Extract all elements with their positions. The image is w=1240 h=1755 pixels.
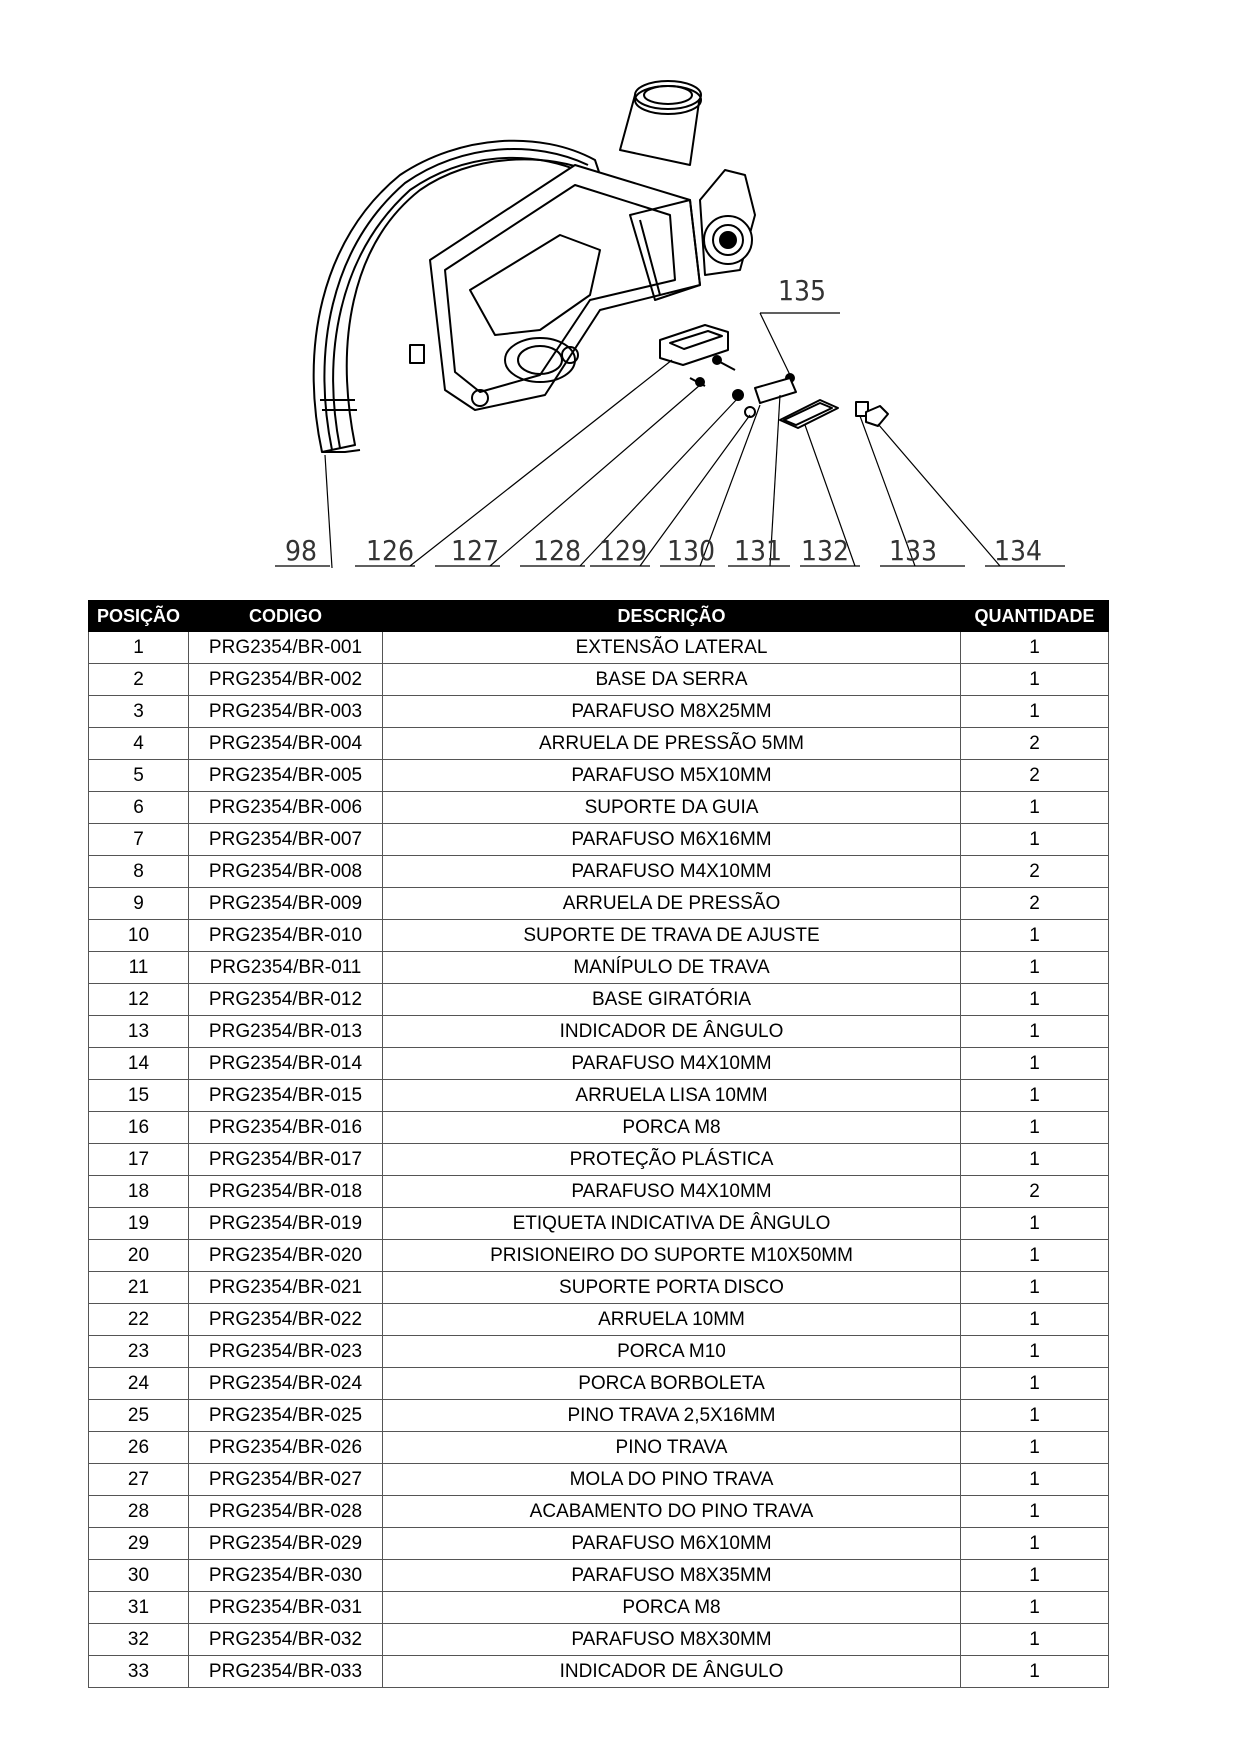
cell-descricao: PARAFUSO M4X10MM — [383, 856, 961, 888]
table-row — [89, 1592, 1109, 1624]
housing-body — [430, 165, 700, 410]
cell-codigo: PRG2354/BR-032 — [189, 1624, 383, 1656]
cell-codigo: PRG2354/BR-012 — [189, 984, 383, 1016]
callout-127: 127 — [450, 534, 500, 567]
cell-codigo: PRG2354/BR-024 — [189, 1368, 383, 1400]
callout-130: 130 — [666, 534, 716, 567]
cell-posicao: 25 — [89, 1400, 189, 1432]
cell-quantidade: 1 — [961, 824, 1109, 856]
cell-quantidade: 1 — [961, 1048, 1109, 1080]
cell-descricao: MANÍPULO DE TRAVA — [383, 952, 961, 984]
cell-codigo: PRG2354/BR-011 — [189, 952, 383, 984]
cell-posicao: 30 — [89, 1560, 189, 1592]
cell-quantidade: 1 — [961, 1304, 1109, 1336]
cell-quantidade: 2 — [961, 1176, 1109, 1208]
cell-codigo: PRG2354/BR-019 — [189, 1208, 383, 1240]
cell-posicao: 20 — [89, 1240, 189, 1272]
table-row — [89, 760, 1109, 792]
callout-129: 129 — [598, 534, 648, 567]
cell-quantidade: 1 — [961, 696, 1109, 728]
cell-posicao: 4 — [89, 728, 189, 760]
cell-codigo: PRG2354/BR-014 — [189, 1048, 383, 1080]
cell-quantidade: 1 — [961, 664, 1109, 696]
cell-codigo: PRG2354/BR-028 — [189, 1496, 383, 1528]
parts-table-body — [89, 632, 1109, 1688]
table-row — [89, 1240, 1109, 1272]
cell-posicao: 3 — [89, 696, 189, 728]
cell-descricao: PARAFUSO M5X10MM — [383, 760, 961, 792]
cell-posicao: 11 — [89, 952, 189, 984]
cell-descricao: PARAFUSO M6X16MM — [383, 824, 961, 856]
cell-codigo: PRG2354/BR-029 — [189, 1528, 383, 1560]
cell-codigo: PRG2354/BR-003 — [189, 696, 383, 728]
callout-133: 133 — [888, 534, 938, 567]
cell-quantidade: 1 — [961, 792, 1109, 824]
cell-posicao: 31 — [89, 1592, 189, 1624]
cell-posicao: 14 — [89, 1048, 189, 1080]
table-row — [89, 1560, 1109, 1592]
cell-quantidade: 2 — [961, 856, 1109, 888]
cell-posicao: 12 — [89, 984, 189, 1016]
cell-quantidade: 1 — [961, 1336, 1109, 1368]
cell-posicao: 26 — [89, 1432, 189, 1464]
table-row — [89, 984, 1109, 1016]
table-row — [89, 1080, 1109, 1112]
exploded-parts-diagram — [0, 0, 1240, 600]
cell-codigo: PRG2354/BR-017 — [189, 1144, 383, 1176]
table-row — [89, 1496, 1109, 1528]
cell-posicao: 24 — [89, 1368, 189, 1400]
callout-128: 128 — [532, 534, 582, 567]
cell-posicao: 19 — [89, 1208, 189, 1240]
cell-codigo: PRG2354/BR-008 — [189, 856, 383, 888]
header-posicao: POSIÇÃO — [89, 601, 189, 632]
cell-codigo: PRG2354/BR-025 — [189, 1400, 383, 1432]
cell-posicao: 6 — [89, 792, 189, 824]
cell-codigo: PRG2354/BR-002 — [189, 664, 383, 696]
table-row — [89, 696, 1109, 728]
cell-codigo: PRG2354/BR-023 — [189, 1336, 383, 1368]
cell-quantidade: 1 — [961, 1272, 1109, 1304]
callout-98: 98 — [284, 534, 318, 567]
cell-descricao: PARAFUSO M6X10MM — [383, 1528, 961, 1560]
cell-posicao: 18 — [89, 1176, 189, 1208]
table-row — [89, 824, 1109, 856]
cell-posicao: 16 — [89, 1112, 189, 1144]
cell-codigo: PRG2354/BR-009 — [189, 888, 383, 920]
cell-codigo: PRG2354/BR-001 — [189, 632, 383, 664]
cell-codigo: PRG2354/BR-031 — [189, 1592, 383, 1624]
table-row — [89, 952, 1109, 984]
table-row — [89, 920, 1109, 952]
cell-descricao: BASE GIRATÓRIA — [383, 984, 961, 1016]
cell-quantidade: 1 — [961, 952, 1109, 984]
label-plate — [780, 400, 838, 428]
cell-posicao: 33 — [89, 1656, 189, 1688]
cell-descricao: INDICADOR DE ÂNGULO — [383, 1656, 961, 1688]
cell-descricao: ARRUELA DE PRESSÃO — [383, 888, 961, 920]
cell-posicao: 7 — [89, 824, 189, 856]
cell-posicao: 29 — [89, 1528, 189, 1560]
cell-quantidade: 2 — [961, 888, 1109, 920]
table-row — [89, 728, 1109, 760]
cell-posicao: 17 — [89, 1144, 189, 1176]
callout-126: 126 — [365, 534, 415, 567]
cell-codigo: PRG2354/BR-005 — [189, 760, 383, 792]
table-row — [89, 1208, 1109, 1240]
table-row — [89, 632, 1109, 664]
cell-descricao: ACABAMENTO DO PINO TRAVA — [383, 1496, 961, 1528]
cell-descricao: PARAFUSO M8X30MM — [383, 1624, 961, 1656]
cell-posicao: 21 — [89, 1272, 189, 1304]
cell-descricao: PORCA BORBOLETA — [383, 1368, 961, 1400]
cell-codigo: PRG2354/BR-010 — [189, 920, 383, 952]
table-row — [89, 1464, 1109, 1496]
cell-quantidade: 1 — [961, 1208, 1109, 1240]
header-descricao: DESCRIÇÃO — [383, 601, 961, 632]
cell-posicao: 13 — [89, 1016, 189, 1048]
header-quantidade: QUANTIDADE — [961, 601, 1109, 632]
cell-quantidade: 1 — [961, 1560, 1109, 1592]
cell-quantidade: 1 — [961, 1464, 1109, 1496]
lock-pin — [755, 378, 796, 403]
cell-quantidade: 1 — [961, 1144, 1109, 1176]
cell-descricao: PINO TRAVA — [383, 1432, 961, 1464]
cell-codigo: PRG2354/BR-016 — [189, 1112, 383, 1144]
cell-quantidade: 1 — [961, 1624, 1109, 1656]
callout-131: 131 — [733, 534, 783, 567]
table-row — [89, 1272, 1109, 1304]
cell-descricao: PARAFUSO M4X10MM — [383, 1176, 961, 1208]
cell-descricao: PARAFUSO M4X10MM — [383, 1048, 961, 1080]
callout-132: 132 — [800, 534, 850, 567]
cell-codigo: PRG2354/BR-022 — [189, 1304, 383, 1336]
cell-posicao: 5 — [89, 760, 189, 792]
cell-descricao: PARAFUSO M8X25MM — [383, 696, 961, 728]
cell-posicao: 15 — [89, 1080, 189, 1112]
table-row — [89, 856, 1109, 888]
cell-posicao: 23 — [89, 1336, 189, 1368]
header-codigo: CODIGO — [189, 601, 383, 632]
cell-codigo: PRG2354/BR-033 — [189, 1656, 383, 1688]
cell-posicao: 22 — [89, 1304, 189, 1336]
cell-quantidade: 1 — [961, 1528, 1109, 1560]
cell-quantidade: 1 — [961, 1240, 1109, 1272]
cell-quantidade: 1 — [961, 920, 1109, 952]
cell-quantidade: 1 — [961, 1016, 1109, 1048]
cell-posicao: 8 — [89, 856, 189, 888]
cell-descricao: SUPORTE DE TRAVA DE AJUSTE — [383, 920, 961, 952]
cell-descricao: ARRUELA LISA 10MM — [383, 1080, 961, 1112]
cell-codigo: PRG2354/BR-015 — [189, 1080, 383, 1112]
cell-descricao: ARRUELA 10MM — [383, 1304, 961, 1336]
cell-posicao: 9 — [89, 888, 189, 920]
cell-descricao: PRISIONEIRO DO SUPORTE M10X50MM — [383, 1240, 961, 1272]
table-row — [89, 1432, 1109, 1464]
cell-quantidade: 2 — [961, 760, 1109, 792]
table-row — [89, 1176, 1109, 1208]
cell-quantidade: 1 — [961, 1656, 1109, 1688]
cell-descricao: INDICADOR DE ÂNGULO — [383, 1016, 961, 1048]
cell-quantidade: 2 — [961, 728, 1109, 760]
cell-posicao: 27 — [89, 1464, 189, 1496]
cell-codigo: PRG2354/BR-013 — [189, 1016, 383, 1048]
table-row — [89, 792, 1109, 824]
cell-quantidade: 1 — [961, 1368, 1109, 1400]
cell-quantidade: 1 — [961, 632, 1109, 664]
table-row — [89, 1048, 1109, 1080]
cell-quantidade: 1 — [961, 984, 1109, 1016]
cell-descricao: ARRUELA DE PRESSÃO 5MM — [383, 728, 961, 760]
table-row — [89, 1112, 1109, 1144]
table-row — [89, 1304, 1109, 1336]
cell-descricao: PORCA M8 — [383, 1112, 961, 1144]
cell-codigo: PRG2354/BR-004 — [189, 728, 383, 760]
cell-codigo: PRG2354/BR-018 — [189, 1176, 383, 1208]
cell-descricao: SUPORTE DA GUIA — [383, 792, 961, 824]
cell-descricao: SUPORTE PORTA DISCO — [383, 1272, 961, 1304]
cell-codigo: PRG2354/BR-020 — [189, 1240, 383, 1272]
cell-quantidade: 1 — [961, 1432, 1109, 1464]
cell-codigo: PRG2354/BR-027 — [189, 1464, 383, 1496]
cell-descricao: BASE DA SERRA — [383, 664, 961, 696]
cell-quantidade: 1 — [961, 1112, 1109, 1144]
cell-posicao: 2 — [89, 664, 189, 696]
cell-descricao: EXTENSÃO LATERAL — [383, 632, 961, 664]
cell-codigo: PRG2354/BR-007 — [189, 824, 383, 856]
cell-codigo: PRG2354/BR-026 — [189, 1432, 383, 1464]
cell-descricao: ETIQUETA INDICATIVA DE ÂNGULO — [383, 1208, 961, 1240]
cell-posicao: 32 — [89, 1624, 189, 1656]
table-row — [89, 1016, 1109, 1048]
table-row — [89, 664, 1109, 696]
callout-134: 134 — [993, 534, 1043, 567]
cell-posicao: 28 — [89, 1496, 189, 1528]
cell-quantidade: 1 — [961, 1496, 1109, 1528]
cell-descricao: PORCA M10 — [383, 1336, 961, 1368]
cell-descricao: MOLA DO PINO TRAVA — [383, 1464, 961, 1496]
cell-quantidade: 1 — [961, 1400, 1109, 1432]
parts-table — [88, 600, 1109, 1688]
cell-quantidade: 1 — [961, 1592, 1109, 1624]
callout-135: 135 — [777, 274, 827, 307]
table-row — [89, 1400, 1109, 1432]
cell-descricao: PROTEÇÃO PLÁSTICA — [383, 1144, 961, 1176]
table-row — [89, 1656, 1109, 1688]
cell-quantidade: 1 — [961, 1080, 1109, 1112]
table-row — [89, 1144, 1109, 1176]
cell-descricao: PINO TRAVA 2,5X16MM — [383, 1400, 961, 1432]
table-row — [89, 1336, 1109, 1368]
cell-codigo: PRG2354/BR-006 — [189, 792, 383, 824]
table-row — [89, 1624, 1109, 1656]
parts-table-header — [89, 601, 1109, 632]
table-row — [89, 1528, 1109, 1560]
cell-descricao: PORCA M8 — [383, 1592, 961, 1624]
cell-codigo: PRG2354/BR-021 — [189, 1272, 383, 1304]
cell-posicao: 1 — [89, 632, 189, 664]
table-row — [89, 1368, 1109, 1400]
table-row — [89, 888, 1109, 920]
cell-posicao: 10 — [89, 920, 189, 952]
cell-codigo: PRG2354/BR-030 — [189, 1560, 383, 1592]
cell-descricao: PARAFUSO M8X35MM — [383, 1560, 961, 1592]
